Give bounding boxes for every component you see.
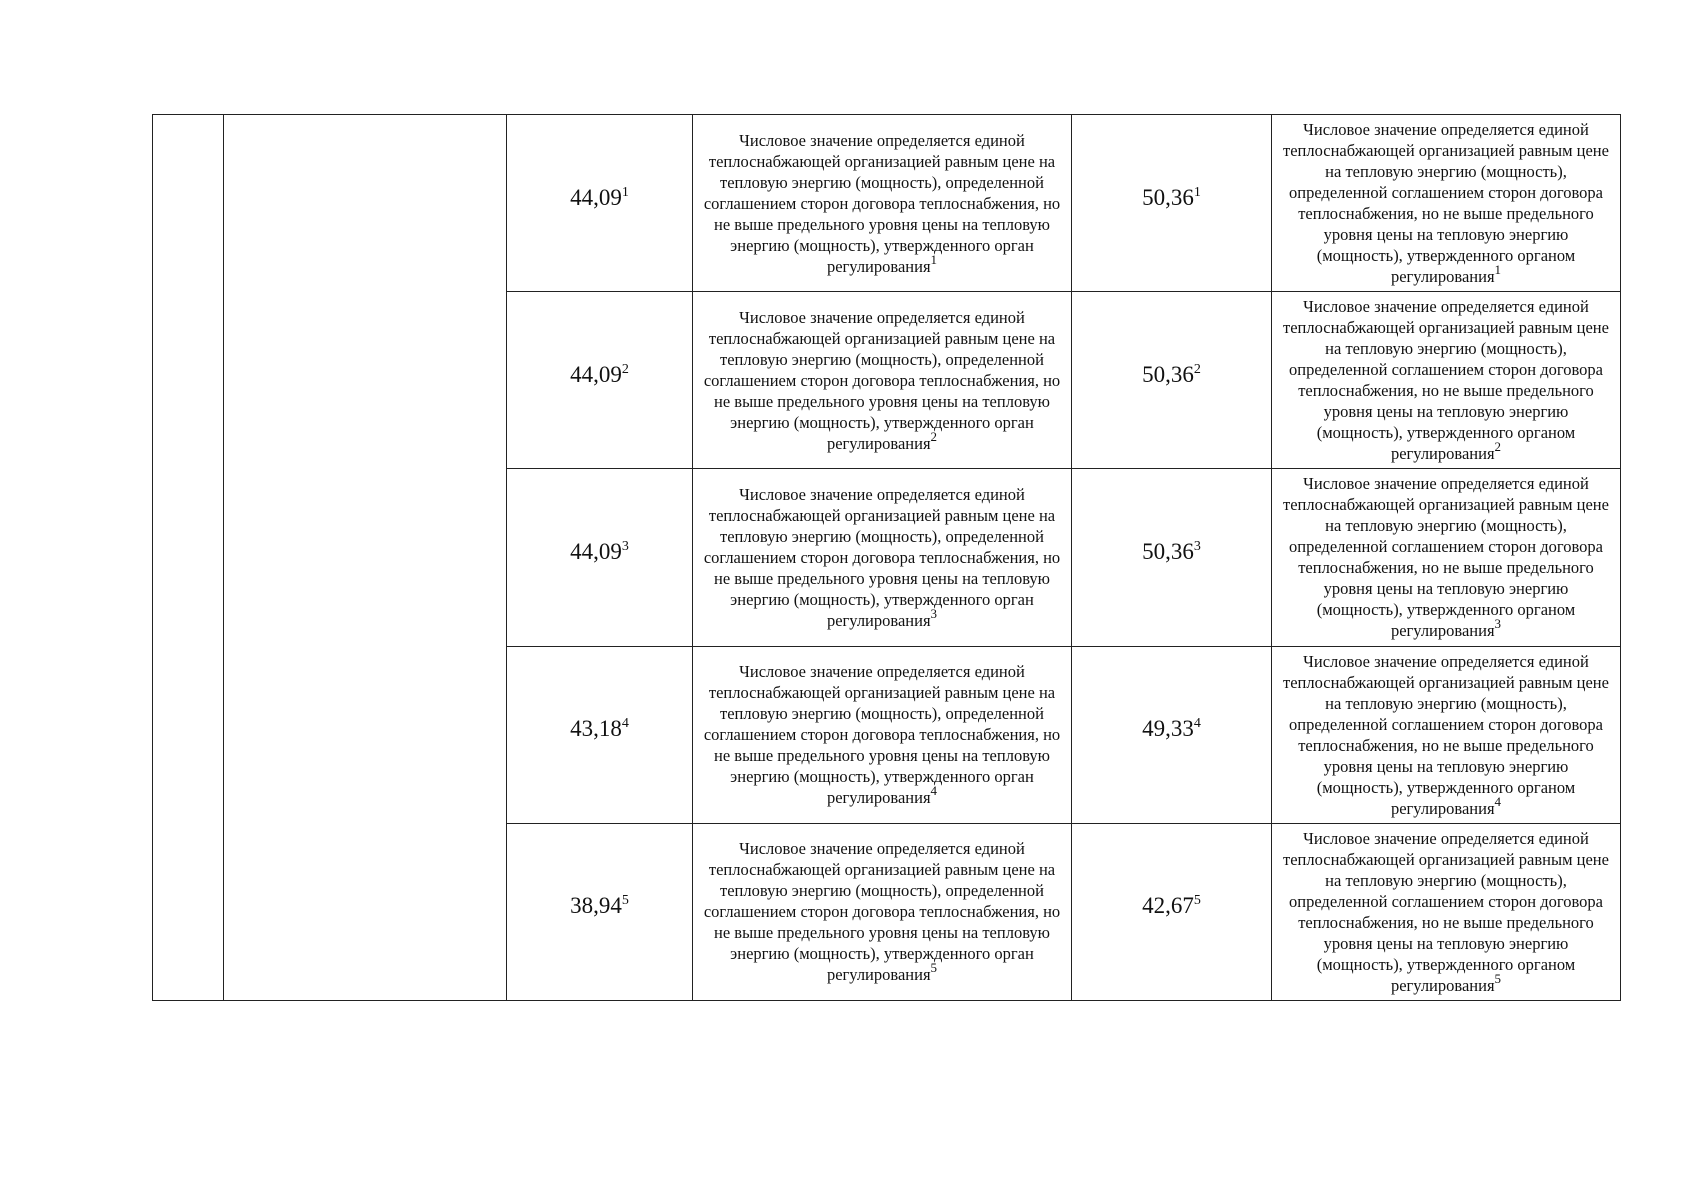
right-description-cell bbox=[1272, 115, 1621, 292]
left-value-cell bbox=[507, 646, 693, 823]
right-description: Числовое значение определяется единой теплоснабжающей организацией равным цене на тепловую энергию (мощность), определенной соглашением сторон договора теплоснабжения, но не выше предельного уровня цены на тепловую энергию (мощность), утвержденного органом регулирования bbox=[1283, 651, 1609, 818]
left-value: 44,09 bbox=[570, 538, 622, 564]
left-value: 44,09 bbox=[570, 184, 622, 210]
left-description-cell bbox=[693, 823, 1072, 1000]
right-value: 50,36 bbox=[1142, 538, 1194, 564]
right-description: Числовое значение определяется единой теплоснабжающей организацией равным цене на тепловую энергию (мощность), определенной соглашением сторон договора теплоснабжения, но не выше предельного уровня цены на тепловую энергию (мощность), утвержденного органом регулирования bbox=[1283, 120, 1609, 287]
left-value: 43,18 bbox=[570, 716, 622, 742]
footnote-mark: 3 bbox=[1193, 538, 1201, 554]
name-cell bbox=[224, 115, 507, 1001]
right-description-cell bbox=[1272, 292, 1621, 469]
right-description-cell bbox=[1272, 469, 1621, 646]
right-value-cell bbox=[1072, 292, 1272, 469]
footnote-mark: 4 bbox=[1193, 716, 1201, 732]
footnote-mark: 5 bbox=[1494, 970, 1502, 986]
left-description: Числовое значение определяется единой теплоснабжающей организацией равным цене на тепловую энергию (мощность), определенной соглашением сторон договора теплоснабжения, но не выше предельного уровня цены на тепловую энергию (мощность), утвержденного орган регулирования bbox=[703, 130, 1061, 276]
right-value: 50,36 bbox=[1142, 184, 1194, 210]
left-value-cell bbox=[507, 292, 693, 469]
right-description-cell bbox=[1272, 646, 1621, 823]
right-value-cell bbox=[1072, 823, 1272, 1000]
right-description: Числовое значение определяется единой теплоснабжающей организацией равным цене на тепловую энергию (мощность), определенной соглашением сторон договора теплоснабжения, но не выше предельного уровня цены на тепловую энергию (мощность), утвержденного органом регулирования bbox=[1283, 828, 1609, 995]
left-description-cell bbox=[693, 115, 1072, 292]
footnote-mark: 4 bbox=[621, 716, 629, 732]
footnote-mark: 5 bbox=[621, 893, 629, 909]
footnote-mark: 2 bbox=[1494, 439, 1502, 455]
table-row bbox=[153, 115, 1621, 292]
footnote-mark: 1 bbox=[1494, 262, 1502, 278]
right-value: 42,67 bbox=[1142, 893, 1194, 919]
footnote-mark: 2 bbox=[621, 361, 629, 377]
left-description-cell bbox=[693, 469, 1072, 646]
footnote-mark: 3 bbox=[930, 605, 938, 621]
left-description-cell bbox=[693, 292, 1072, 469]
footnote-mark: 5 bbox=[1193, 893, 1201, 909]
footnote-mark: 5 bbox=[930, 960, 938, 976]
footnote-mark: 1 bbox=[621, 184, 629, 200]
left-value-cell bbox=[507, 823, 693, 1000]
footnote-mark: 1 bbox=[1193, 184, 1201, 200]
right-value: 50,36 bbox=[1142, 361, 1194, 387]
left-description: Числовое значение определяется единой теплоснабжающей организацией равным цене на тепловую энергию (мощность), определенной соглашением сторон договора теплоснабжения, но не выше предельного уровня цены на тепловую энергию (мощность), утвержденного орган регулирования bbox=[703, 839, 1061, 985]
tariff-table bbox=[152, 114, 1621, 1001]
right-description: Числовое значение определяется единой теплоснабжающей организацией равным цене на тепловую энергию (мощность), определенной соглашением сторон договора теплоснабжения, но не выше предельного уровня цены на тепловую энергию (мощность), утвержденного органом регулирования bbox=[1283, 474, 1609, 641]
footnote-mark: 4 bbox=[930, 783, 938, 799]
left-description-cell bbox=[693, 646, 1072, 823]
right-value-cell bbox=[1072, 115, 1272, 292]
left-value-cell bbox=[507, 469, 693, 646]
right-value-cell bbox=[1072, 646, 1272, 823]
footnote-mark: 2 bbox=[930, 428, 938, 444]
footnote-mark: 4 bbox=[1494, 793, 1502, 809]
footnote-mark: 1 bbox=[930, 251, 938, 267]
index-cell bbox=[153, 115, 224, 1001]
left-value: 38,94 bbox=[570, 893, 622, 919]
left-value: 44,09 bbox=[570, 361, 622, 387]
footnote-mark: 3 bbox=[621, 538, 629, 554]
left-value-cell bbox=[507, 115, 693, 292]
left-description: Числовое значение определяется единой теплоснабжающей организацией равным цене на тепловую энергию (мощность), определенной соглашением сторон договора теплоснабжения, но не выше предельного уровня цены на тепловую энергию (мощность), утвержденного орган регулирования bbox=[703, 662, 1061, 808]
right-description-cell bbox=[1272, 823, 1621, 1000]
footnote-mark: 2 bbox=[1193, 361, 1201, 377]
right-value-cell bbox=[1072, 469, 1272, 646]
left-description: Числовое значение определяется единой теплоснабжающей организацией равным цене на тепловую энергию (мощность), определенной соглашением сторон договора теплоснабжения, но не выше предельного уровня цены на тепловую энергию (мощность), утвержденного орган регулирования bbox=[703, 307, 1061, 453]
right-value: 49,33 bbox=[1142, 716, 1194, 742]
right-description: Числовое значение определяется единой теплоснабжающей организацией равным цене на тепловую энергию (мощность), определенной соглашением сторон договора теплоснабжения, но не выше предельного уровня цены на тепловую энергию (мощность), утвержденного органом регулирования bbox=[1283, 297, 1609, 464]
left-description: Числовое значение определяется единой теплоснабжающей организацией равным цене на тепловую энергию (мощность), определенной соглашением сторон договора теплоснабжения, но не выше предельного уровня цены на тепловую энергию (мощность), утвержденного орган регулирования bbox=[703, 484, 1061, 630]
footnote-mark: 3 bbox=[1494, 616, 1502, 632]
